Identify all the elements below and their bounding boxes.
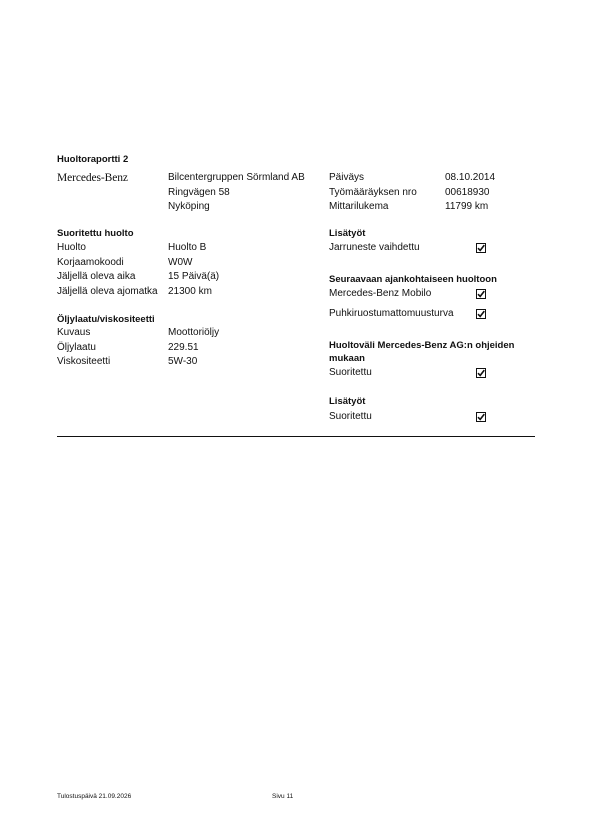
dealer-name: Bilcentergruppen Sörmland AB — [168, 172, 305, 183]
work-order-label: Työmääräyksen nro — [329, 186, 417, 198]
date-label: Päiväys — [329, 172, 365, 183]
brake-fluid-checkbox — [476, 243, 486, 253]
report-title: Huoltoraportti 2 — [57, 154, 129, 165]
oil-description-label: Kuvaus — [57, 327, 91, 338]
viscosity-value: 5W-30 — [168, 356, 198, 367]
oil-heading: Öljylaatu/viskositeetti — [57, 314, 155, 325]
dealer-street: Ringvägen 58 — [168, 186, 230, 198]
extra-work-2-done-label: Suoritettu — [329, 411, 372, 422]
odometer-label: Mittarilukema — [329, 201, 389, 212]
interval-done-label: Suoritettu — [329, 367, 372, 378]
remaining-time-label: Jäljellä oleva aika — [57, 271, 136, 282]
mobilo-checkbox — [476, 289, 486, 299]
mercedes-benz-logo: Mercedes-Benz — [57, 172, 128, 184]
page-number: Sivu 11 — [272, 793, 294, 800]
extra-work-2-heading: Lisätyöt — [329, 396, 366, 407]
service-type-value: Huolto B — [168, 242, 207, 253]
checkmark-icon — [476, 412, 486, 422]
extra-work-heading: Lisätyöt — [329, 228, 366, 239]
oil-quality-value: 229.51 — [168, 341, 199, 353]
print-date: Tulostuspäivä 21.09.2026 — [57, 793, 132, 800]
service-type-label: Huolto — [57, 242, 86, 253]
rust-warranty-label: Puhkiruostumattomuusturva — [329, 308, 454, 319]
interval-heading: Huoltoväli Mercedes-Benz AG:n ohjeiden mukaan — [329, 339, 515, 364]
rust-warranty-checkbox — [476, 309, 486, 319]
remaining-time-value: 15 Päivä(ä) — [168, 271, 220, 282]
section-divider — [57, 436, 535, 437]
checkmark-icon — [476, 309, 486, 319]
mobilo-label: Mercedes-Benz Mobilo — [329, 288, 432, 299]
oil-description-value: Moottoriöljy — [168, 327, 220, 338]
odometer-value: 11799 km — [445, 201, 489, 212]
service-heading: Suoritettu huolto — [57, 228, 134, 239]
dealer-city: Nyköping — [168, 201, 210, 212]
work-order-value: 00618930 — [445, 186, 490, 198]
brake-fluid-label: Jarruneste vaihdettu — [329, 242, 420, 253]
workshop-code-label: Korjaamokoodi — [57, 256, 124, 268]
oil-quality-label: Öljylaatu — [57, 341, 96, 353]
interval-done-checkbox — [476, 368, 486, 378]
checkmark-icon — [476, 368, 486, 378]
date-value: 08.10.2014 — [445, 172, 496, 183]
viscosity-label: Viskositeetti — [57, 356, 111, 367]
remaining-distance-label: Jäljellä oleva ajomatka — [57, 285, 158, 297]
next-service-heading: Seuraavaan ajankohtaiseen huoltoon — [329, 274, 497, 285]
extra-work-2-done-checkbox — [476, 412, 486, 422]
workshop-code-value: W0W — [168, 256, 193, 268]
checkmark-icon — [476, 243, 486, 253]
checkmark-icon — [476, 289, 486, 299]
remaining-distance-value: 21300 km — [168, 285, 212, 297]
